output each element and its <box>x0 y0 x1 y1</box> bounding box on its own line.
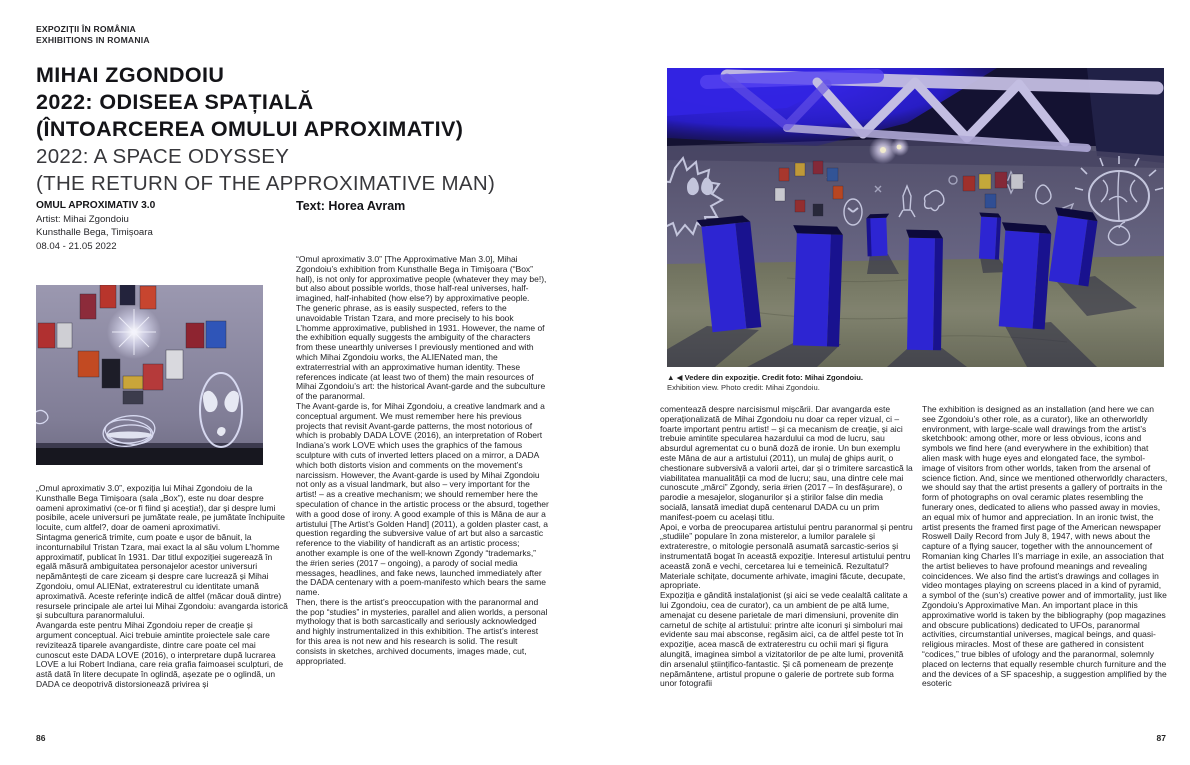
caption-ro: ▲ ◀ Vedere din expoziție. Credit foto: Mihai Zgondoiu. <box>667 373 864 382</box>
article-title-ro <box>36 62 596 143</box>
paragraph: (ÎNTOARCEREA OMULUI APROXIMATIV) <box>36 117 464 141</box>
paragraph: comentează despre narcisismul mișcării. Dar avangarda este operaționalizată de Mihai Zgondoiu nu doar ca reper vizual, ci – foarte important pentru artist! – și ca mecanism de creație, și aici trebuie amintite specularea hazardului ca mod de lucru, sau absurdul agrementat cu o bună doză de ironie. Un bun exemplu este Mâna de aur a artistului (2011), un mulaj de ghips aurit, o chestionare subversivă a valorii artei, dar și o trimitere sarcastică la viabilitatea manualității ca mod de lucru; sau, una dintre cele mai cunoscute „mărci” Zgondy, seria #rien (2017 – în desfășurare), o parodie a mesajelor, sloganurilor și a știrilor false din media socială, lansată imediat după centenarul DADA cu un prim manifest-poem cu același titlu. <box>660 404 913 522</box>
paragraph: The generic phrase, as is easily suspected, refers to the unavoidable Tristan Tzara, and more precisely to his book L’homme approximative, published in 1931. However, the name of the exhibition equally suggests the ambiguity of the characters from these unearthly universes I previously mentioned and with which Mihai Zgondoiu works, the ALIENated man, the extraterrestrial with an approximative human identity. These references indicate (at least two of them) the main resources of Mihai Zgondoiu’s art: the historical Avant-garde and the subculture of the paranormal. <box>296 302 546 402</box>
paragraph: MIHAI ZGONDOIU <box>36 63 225 87</box>
starburst-glow <box>107 305 161 359</box>
exhibition-photo <box>667 68 1164 367</box>
paragraph: Avangarda este pentru Mihai Zgondoiu reper de creație și argument conceptual. Aici trebuie amintite proiectele sale care revizitează tiparele avangardiste, dintre care poate cel mai cunoscut este DADA LOVE (2016), o interpretare după lucrarea LOVE a lui Robert Indiana, care reia grafia faimoasei sculpturi, de astă dată în litere decupate în oglindă, așezate pe o oglindă, un DADA ce deopotrivă distorsionează privirea și <box>36 620 284 689</box>
artwork-illustration <box>36 285 263 465</box>
eyebrow-ro: EXPOZIȚII ÎN ROMÂNIA <box>36 24 136 34</box>
article-title <box>36 62 596 197</box>
body-column-en-right <box>922 405 1168 689</box>
caption-en: Exhibition view. Photo credit: Mihai Zgondoiu. <box>667 382 820 392</box>
paragraph: Sintagma generică trimite, cum poate e ușor de bănuit, la inconturnabilul Tristan Tzara, mai exact la al său volum L’homme approximatif, publicat în 1931. Dar titlul expoziției sugerează în egală măsură ambiguitatea personajelor acestor universuri nepământești de care ziceam și despre care lucrează și Mihai Zgondoiu, omul ALIENat, extraterestrul cu identitate umană aproximativă. Aceste referințe indică de altfel (măcar două dintre) resursele principale ale artei lui Mihai Zgondoiu: avangarda istorică și subcultura paranormalului. <box>36 531 288 621</box>
paragraph: „Omul aproximativ 3.0”, expoziția lui Mihai Zgondoiu de la Kunsthalle Bega Timișoara (sala „Box”), este nu doar despre oameni aproximativi (ce-or fi fiind și aceștia!), dar și despre lumi posibile, acele universuri pe jumătate reale, pe jumătate închipuite locuite, cum altfel?, doar de oameni aproximativi. <box>36 483 286 533</box>
paragraph: (THE RETURN OF THE APPROXIMATIVE MAN) <box>36 172 496 195</box>
page-number-left: 86 <box>36 733 46 743</box>
article-title-en <box>36 143 596 197</box>
exhibition-venue: Kunsthalle Bega, Timișoara <box>36 227 153 238</box>
author-byline: Text: Horea Avram <box>296 199 406 213</box>
paragraph: 2022: A SPACE ODYSSEY <box>36 145 290 168</box>
artwork-photo <box>36 285 263 465</box>
body-column-ro-left <box>36 484 289 690</box>
body-column-en-mid <box>296 255 549 666</box>
paragraph: Then, there is the artist’s preoccupation with the paranormal and the pop “studies” in mysteries, parallel and alien worlds, a personal mythology that is both sarcastically and seriously acknowledged and highly instrumentalized in this exhibition. The artist’s interest for this area is not new and his research is solid. The result consists in sketches, archived documents, images made, cut, appropriated. <box>296 596 548 666</box>
exhibition-name: OMUL APROXIMATIV 3.0 <box>36 200 156 211</box>
section-eyebrow <box>36 24 150 46</box>
paragraph: Apoi, e vorba de preocuparea artistului pentru paranormal și pentru „studiile” populare în zona misterelor, a lumilor paralele și extraterestre, o mitologie personală asumată sarcastic-serios și instrumentată bogat în această expoziție. Interesul artistului pentru această zonă e vechi, cercetarea lui e temeinică. Rezultatul? Materiale schițate, documente arhivate, imagini făcute, decupate, apropriate. <box>660 521 913 591</box>
eyebrow-en: EXHIBITIONS IN ROMANIA <box>36 35 150 45</box>
paragraph: 2022: ODISEEA SPAȚIALĂ <box>36 90 314 114</box>
paragraph: The Avant-garde is, for Mihai Zgondoiu, a creative landmark and a conceptual argument. We must remember here his previous projects that revisit Avant-garde patterns, the most notorious of which is probably DADA LOVE (2016), an interpretation of Robert Indiana’s work LOVE which uses the graphics of the famous sculpture with cuts of inverted letters placed on a mirror, a DADA which both distorts vision and comments on the movement’s narcissism. However, the Avant-garde is used by Mihai Zgondoiu not only as a visual landmark, but also – very important for the artist! – as a creative mechanism; we should remember here the speculation of chance in the artistic process or the absurd, together with a good dose of irony. A good example of this is Mâna de aur a artistului [The Artist’s Golden Hand] (2011), a golden plaster cast, a question regarding the subversive value of art but also a sarcastic reference to the viability of handicraft as an artistic process; another example is one of the well-known Zgondy “trademarks,” the #rien series (2017 – ongoing), a parody of social media messages, headlines, and fake news, launched immediately after the DADA centenary with a poem-manifesto which bears the same name. <box>296 400 549 598</box>
exhibition-illustration <box>667 68 1164 367</box>
exhibition-info <box>36 199 155 253</box>
photo-caption <box>667 373 863 392</box>
exhibition-dates: 08.04 - 21.05 2022 <box>36 240 117 252</box>
paragraph: The exhibition is designed as an installation (and here we can see Zgondoiu’s other role, as a curator), like an otherworldly environment, with large-scale wall drawings from the artist’s sketchbook: among other, more or less obvious, icons and symbols we find here (and everywhere in the exhibition) that alien mask with huge eyes and elongated face, the symbol-image of visitors from other worlds, taken from the arsenal of science fiction. And, since we mentioned otherworldly characters, we should say that the artist presents a gallery of portraits in the form of photographs on oval ceramic plates resembling the funerary ones, dedicated to aliens who passed away in movies, an equal mix of humor and appreciation. In an ironic twist, the artist presents the framed first page of the American newspaper Roswell Daily Record from July 8, 1947, with news about the capture of a flying saucer, together with the announcement of Romanian king Charles II’s marriage in exile, an association that the artist believes to have profound meanings and revealing coincidences. We also find the artist’s drawings and collages in video montages playing on screens placed in a kind of pyramid, a symbol of the (sun’s) creative power and of immortality, just like Zgondoiu’s Approximative Man. An important place in this approximative world is taken by the bibliography (pop magazines and obscure publications) dedicated to UFOs, paranormal activities, circumstantial universes, magical beings, and quasi-religious miracles. Most of these are gathered in consistent “codices,” true bibles of ufology and the paranormal, solemnly placed on lecterns that equally resemble church furniture and the and the devices of a SF spaceship, a suggestion amplified by the esoteric <box>922 404 1168 689</box>
page-number-right: 87 <box>1156 733 1166 743</box>
paragraph: Expoziția e gândită instalaționist (și aici se vede cealaltă calitate a lui Zgondoiu, cea de curator), ca un ambient de pe altă lume, amenajat cu desene parietale de mari dimensiuni, provenite din carnetul de schițe al artistului: printre alte iconuri și simboluri mai evidente sau mai absconse, regăsim aici, ca de altfel peste tot în expoziție, acea mască de extraterestru cu ochii mari și figura alungită, imaginea simbol a vizitatorilor de pe alte lumi, provenită din arsenalul științifico-fantastic. Și că pomeneam de prezențe nepământene, artistul propune o galerie de portrete sub forma unor fotografii <box>660 590 908 689</box>
exhibition-artist: Artist: Mihai Zgondoiu <box>36 213 129 225</box>
paragraph: “Omul aproximativ 3.0” [The Approximative Man 3.0], Mihai Zgondoiu’s exhibition from Kunsthalle Bega in Timișoara (“Box” hall), is not only for approximative people (whatever they may be!), but also about possible worlds, those half-real universes, half-imagined, half-inhabited (how else?) by approximative people. <box>296 254 547 304</box>
body-column-ro-right <box>660 405 913 689</box>
